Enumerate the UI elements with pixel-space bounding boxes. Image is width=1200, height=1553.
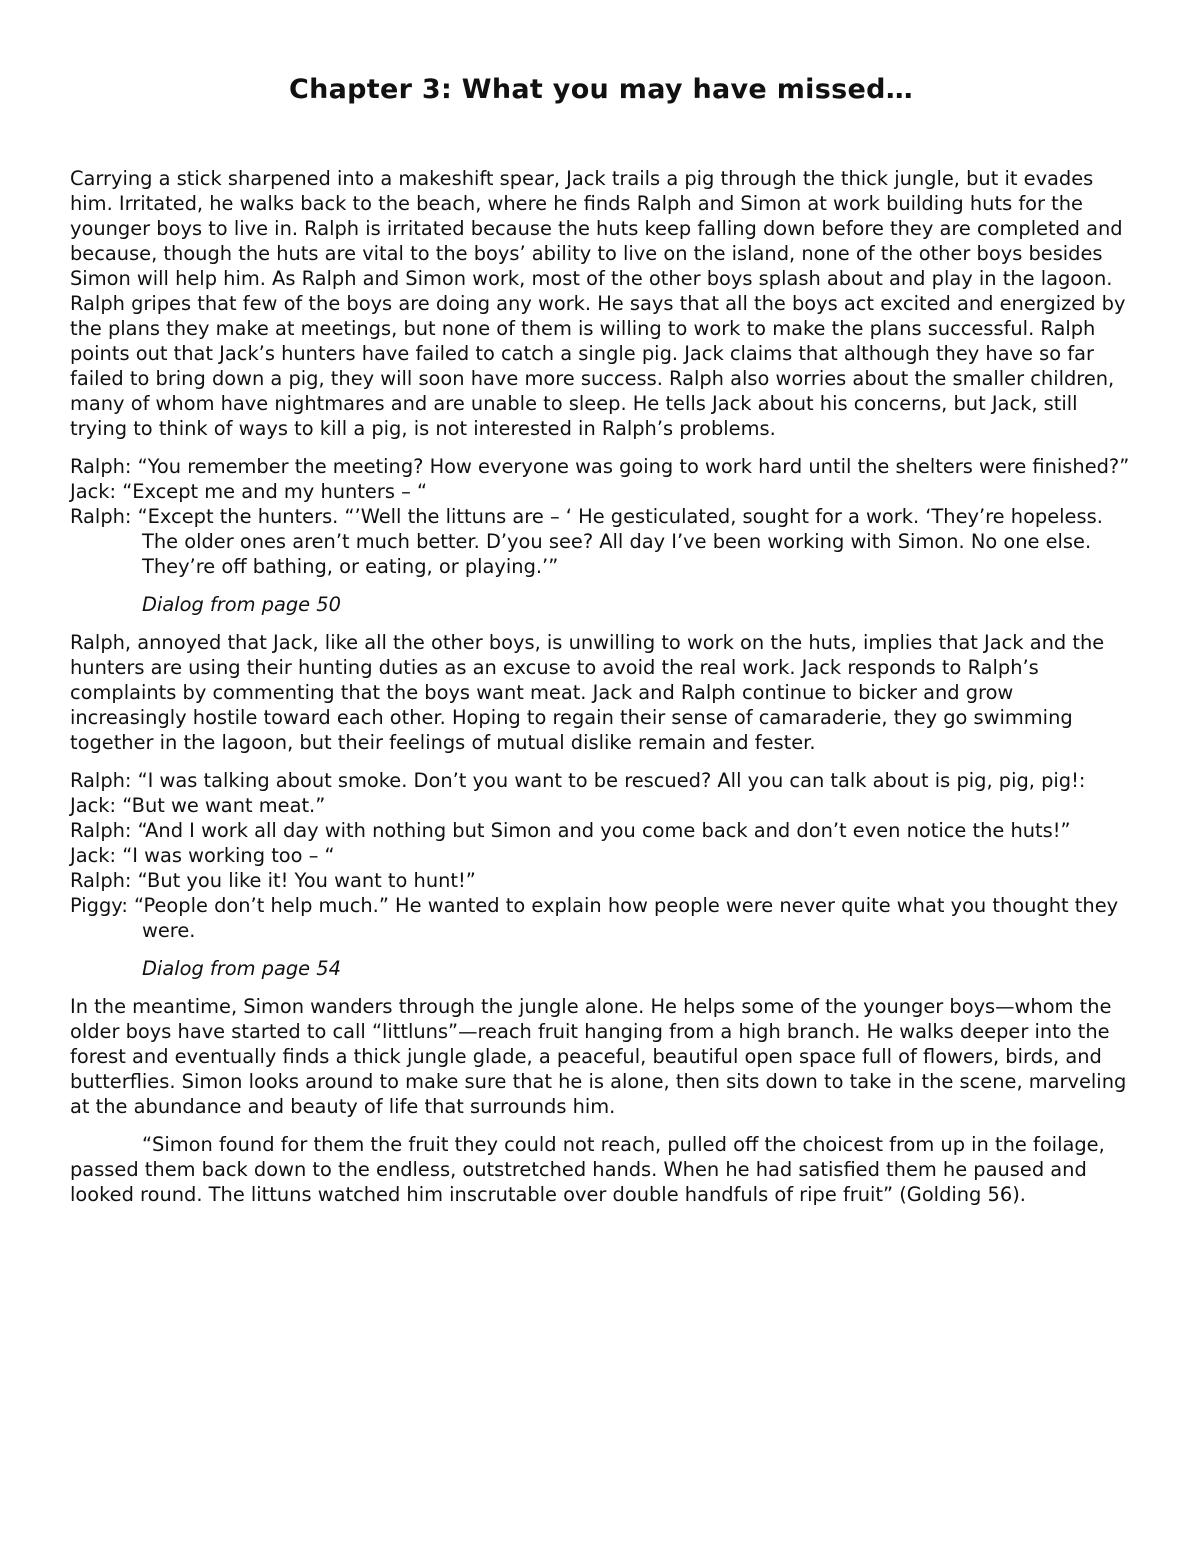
- document-body: [70, 166, 1132, 1207]
- dialog-line: Jack: “Except me and my hunters – “: [70, 480, 427, 503]
- dialog-line: Piggy: “People don’t help much.” He wanted to explain how people were never quite what you thought they were.: [70, 894, 1119, 942]
- summary-paragraph: Carrying a stick sharpened into a makeshift spear, Jack trails a pig through the thick jungle, but it evades him. Irritated, he walks back to the beach, where he finds Ralph and Simon at work building huts for the younger boys to live in. Ralph is irritated because the huts keep falling down before they are completed and because, though the huts are vital to the boys’ ability to live on the island, none of the other boys besides Simon will help him. As Ralph and Simon work, most of the other boys splash about and play in the lagoon. Ralph gripes that few of the boys are doing any work. He says that all the boys act excited and energized by the plans they make at meetings, but none of them is willing to work to make the plans successful. Ralph points out that Jack’s hunters have failed to catch a single pig. Jack claims that although they have so far failed to bring down a pig, they will soon have more success. Ralph also worries about the smaller children, many of whom have nightmares and are unable to sleep. He tells Jack about his concerns, but Jack, still trying to think of ways to kill a pig, is not interested in Ralph’s problems.: [70, 167, 1126, 440]
- dialog-line: Jack: “But we want meat.”: [70, 794, 326, 817]
- dialog-line: Ralph: “You remember the meeting? How everyone was going to work hard until the shelters were finished?”: [70, 455, 1130, 478]
- dialog-block: [70, 768, 1132, 943]
- dialog-line: Jack: “I was working too – “: [70, 844, 335, 867]
- block-quote: “Simon found for them the fruit they could not reach, pulled off the choicest from up in the foilage, passed them back down to the endless, outstretched hands. When he had satisfied them he paused and looked round. The littuns watched him inscrutable over double handfuls of ripe fruit” (Golding 56).: [70, 1133, 1105, 1206]
- page-title: Chapter 3: What you may have missed…: [288, 74, 914, 105]
- summary-paragraph: In the meantime, Simon wanders through the jungle alone. He helps some of the younger boys—whom the older boys have started to call “littluns”—reach fruit hanging from a high branch. He walks deeper into the forest and eventually finds a thick jungle glade, a peaceful, beautiful open space full of flowers, birds, and butterflies. Simon looks around to make sure that he is alone, then sits down to take in the scene, marveling at the abundance and beauty of life that surrounds him.: [70, 995, 1127, 1118]
- dialog-caption: Dialog from page 50: [142, 593, 341, 616]
- summary-paragraph: Ralph, annoyed that Jack, like all the other boys, is unwilling to work on the huts, implies that Jack and the hunters are using their hunting duties as an excuse to avoid the real work. Jack responds to Ralph’s complaints by commenting that the boys want meat. Jack and Ralph continue to bicker and grow increasingly hostile toward each other. Hoping to regain their sense of camaraderie, they go swimming together in the lagoon, but their feelings of mutual dislike remain and fester.: [70, 631, 1105, 754]
- dialog-line: Ralph: “Except the hunters. “’Well the littuns are – ‘ He gesticulated, sought for a work. ‘They’re hopeless. The older ones aren’t much better. D’you see? All day I’ve been working with Simon. No one else. They’re off bathing, or eating, or playing.’”: [70, 505, 1103, 578]
- dialog-line: Ralph: “I was talking about smoke. Don’t you want to be rescued? All you can talk about is pig, pig, pig!:: [70, 769, 1086, 792]
- dialog-line: Ralph: “But you like it! You want to hunt!”: [70, 869, 476, 892]
- dialog-caption: Dialog from page 54: [142, 957, 341, 980]
- dialog-block: [70, 454, 1132, 579]
- document-page: [70, 70, 1132, 1220]
- dialog-line: Ralph: “And I work all day with nothing but Simon and you come back and don’t even notice the huts!”: [70, 819, 1071, 842]
